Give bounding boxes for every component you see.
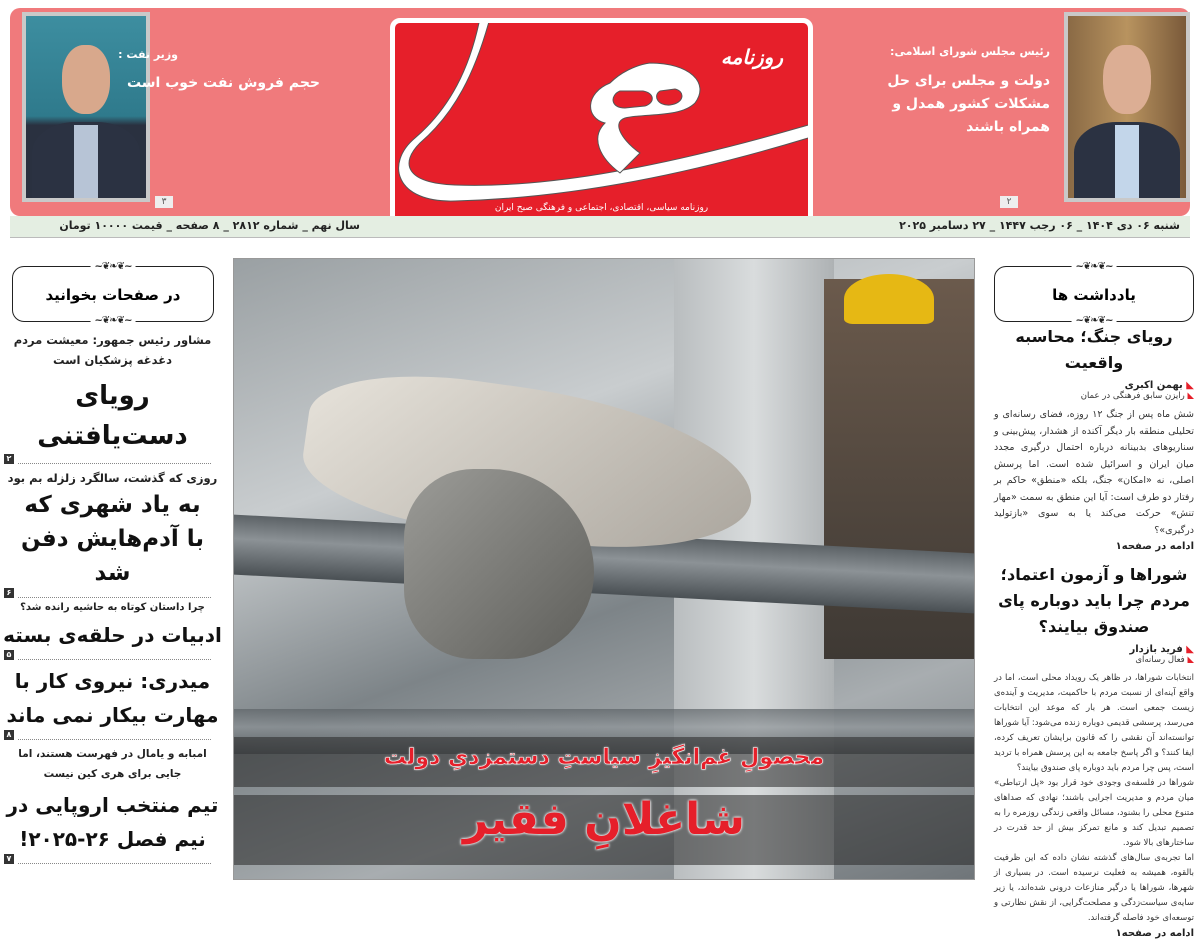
continued-link[interactable]: ادامه در صفحه۱ <box>1115 928 1194 939</box>
notes-column <box>990 258 1200 939</box>
main-photo <box>233 258 975 880</box>
issue-info: سال نهم _ شماره ۲۸۱۲ _ ۸ صفحه _ قیمت ۱۰۰۰۰ تومان <box>59 219 360 232</box>
section-title: یادداشت ها <box>1052 286 1136 304</box>
teaser-title[interactable]: تیم منتخب اروپایی در نیم فصل ۲۶-۲۰۲۵! <box>6 793 219 851</box>
teaser-sub: امبابه و یامال در فهرست هستند، اما جایی برای هری کین نیست <box>18 748 207 780</box>
top-left-headline: حجم فروش نفت خوب است <box>126 75 320 91</box>
article-body: اما تجربه‌ی سال‌های گذشته نشان داده که این ظرفیت بالقوه، همیشه به فعلیت نرسیده است. در بسیاری از شهرها، شوراها یا درگیر منازعات درونی شده‌اند، یا زیر سایه‌ی سیاست‌زدگی و مصلحت‌گرایی، از نقش نظارتی و توسعه‌ای خود فاصله گرفته‌اند. <box>994 853 1194 923</box>
article-title[interactable]: رویای جنگ؛ محاسبه واقعیت <box>1015 327 1173 372</box>
teaser-title[interactable]: به یاد شهری که با آدم‌هایش دفن شد <box>20 492 205 586</box>
oil-minister-photo <box>22 12 150 202</box>
masthead-logo <box>390 18 813 226</box>
main-kicker: محصولِ غم‌انگیزِ سیاستِ دستمزدیِ دولت <box>383 745 825 770</box>
top-left-kicker: وزیر نفت : <box>118 48 178 61</box>
author-role: ◣ فعال رسانه‌ای <box>994 655 1194 665</box>
teaser-title[interactable]: میدری: نیروی کار با مهارت بیکار نمی ماند <box>6 669 219 727</box>
logo-prefix: روزنامه <box>720 45 783 69</box>
article-body: شش ماه پس از جنگ ۱۲ روزه، فضای رسانه‌ای و تحلیلی منطقه بار دیگر آکنده از هشدار، پیش‌بینی و سناریوهای بدبینانه درباره احتمال درگیری مجدد میان ایران و اسرائیل شده است. اما پرسش اصلی، نه «امکان» جنگ، بلکه «منطق» حاکم بر رفتار دو طرف است: آیا این منطق به سمت «مهار تنش» حرکت می‌کند یا به سوی «بازتولید درگیری»؟ <box>994 409 1195 536</box>
article-body: شوراها در فلسفه‌ی وجودی خود قرار بود «پل ارتباطی» میان مردم و مدیریت اجرایی باشند؛ نهادی که صداهای متنوع محلی را بشنود، مسائل واقعی زندگی روزمره را به تصمیم تبدیل کند و مانع تمرکز بیش از حد قدرت در ساختارهای بالا شود. <box>993 778 1194 848</box>
section-header: ~❦❧❦~ یادداشت ها ~❦❧❦~ <box>994 266 1194 322</box>
section-header: ~❦❧❦~ در صفحات بخوانید ~❦❧❦~ <box>12 266 214 322</box>
page-ref: ۳ <box>155 196 173 208</box>
teaser-sub: روزی که گذشت، سالگرد زلزله بم بود <box>7 471 218 485</box>
article-author: ◣ بهمن اکبری <box>994 380 1194 391</box>
main-headline[interactable]: شاغلانِ فقیر <box>463 794 745 845</box>
logo-calligraphy <box>395 23 813 226</box>
page-ref: ۲ <box>1000 196 1018 208</box>
section-title: در صفحات بخوانید <box>45 286 181 304</box>
logo-tagline: روزنامه سیاسی، اقتصادی، اجتماعی و فرهنگی صبح ایران <box>494 203 709 213</box>
article-body: انتخابات شوراها، در ظاهر یک رویداد محلی است، اما در واقع آینه‌ای از نسبت مردم با حاکمیت، مدیریت و آینده‌ی زیست جمعی است. هر بار که موعد این انتخابات می‌رسد، پرسشی قدیمی دوباره زنده می‌شود: آیا شوراها توانسته‌اند آن نقشی را که قانون برایشان تعریف کرده، ایفا کنند؟ و اگر پاسخ جامعه به این پرسش همراه با تردید است، پس چرا مردم باید دوباره پای صندوق بیایند؟ <box>994 673 1194 773</box>
top-right-headline: دولت و مجلس برای حل مشکلات کشور همدل و همراه باشند <box>887 73 1050 135</box>
issue-date: شنبه ۰۶ دی ۱۴۰۴ _ ۰۶ رجب ۱۴۴۷ _ ۲۷ دسامبر ۲۰۲۵ <box>899 219 1180 232</box>
top-right-kicker: رئیس مجلس شورای اسلامی: <box>890 45 1050 58</box>
article-title[interactable]: شوراها و آزمون اعتماد؛ مردم چرا باید دوباره پای صندوق بیایند؟ <box>998 565 1190 636</box>
teaser-sub: چرا داستان کوتاه به حاشیه رانده شد؟ <box>20 602 205 613</box>
continued-link[interactable]: ادامه در صفحه۱ <box>1115 541 1194 552</box>
author-role: ◣ رایزن سابق فرهنگی در عمان <box>994 391 1194 401</box>
in-pages-column: ~❦❧❦~ در صفحات بخوانید ~❦❧❦~ مشاور رئیس جمهور: معیشت مردم دغدغه پزشکیان است رویای دست‌یافتنی ۲ روزی که گذشت، سالگرد زلزله بم بود به یاد شهری که با آدم‌هایش دفن شد ۶ چرا داستان کوتاه به حاشیه رانده شد؟ ادبیات در حلقه‌ی بسته ۵ میدری: نیروی کار با مهارت بیکار نمی ماند ۸ امبابه و یامال در فهرست هستند، اما جایی برای هری کین نیست تیم منتخب اروپایی در نیم فصل ۲۶-۲۰۲۵! ۷ <box>0 258 225 880</box>
parliament-speaker-photo <box>1064 12 1190 202</box>
article-author: ◣ فرید بازدار <box>994 644 1194 655</box>
date-bar <box>10 216 1190 238</box>
teaser-title[interactable]: ادبیات در حلقه‌ی بسته <box>3 623 222 647</box>
teaser-sub: مشاور رئیس جمهور: معیشت مردم دغدغه پزشکیان است <box>13 333 212 367</box>
teaser-title[interactable]: رویای دست‌یافتنی <box>37 381 188 451</box>
